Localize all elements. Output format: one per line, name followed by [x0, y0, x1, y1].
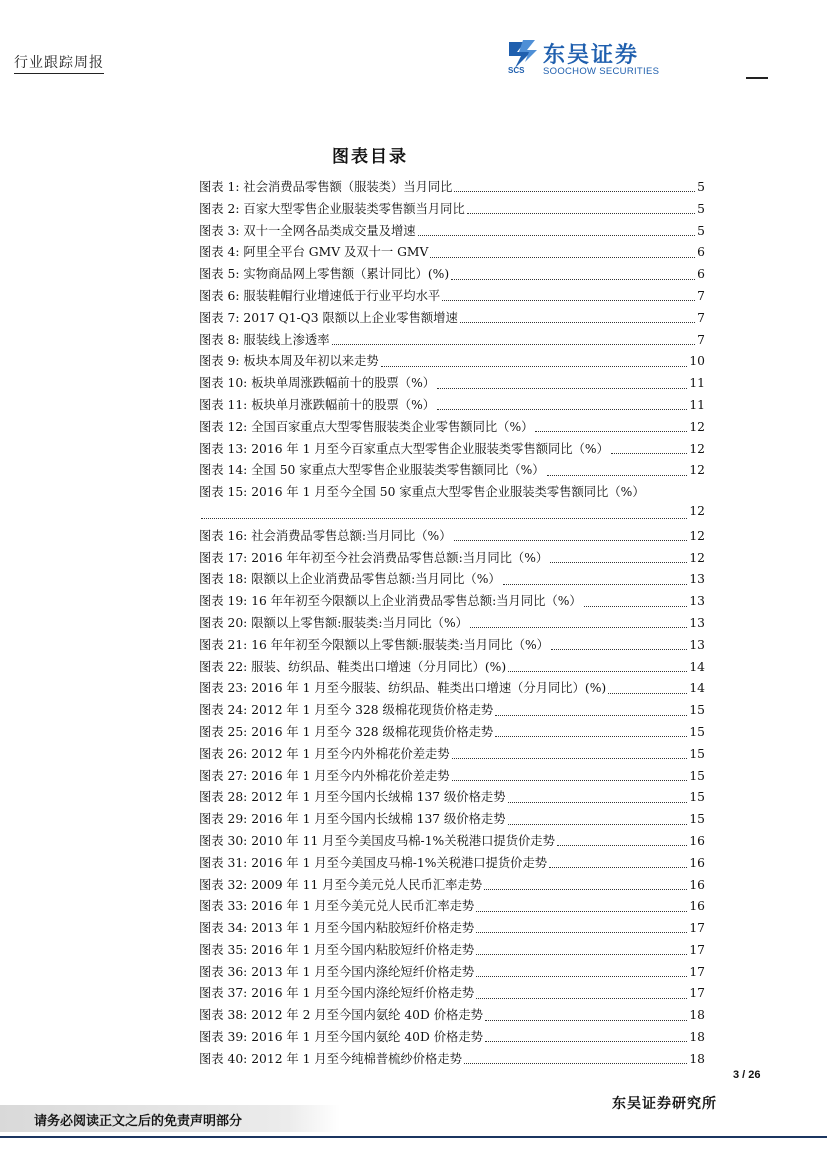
- toc-entry-title: 2017 Q1-Q3 限额以上企业零售额增速: [243, 310, 458, 325]
- footer-rule: [0, 1136, 827, 1138]
- toc-entry-page: 12: [689, 419, 705, 434]
- toc-entry-label: 图表 7:: [199, 310, 240, 325]
- toc-leader-dots: [464, 1063, 687, 1064]
- toc-entry-title: 2016 年 1 月至今内外棉花价差走势: [251, 768, 450, 783]
- toc-entry-title: 2012 年 2 月至今国内氨纶 40D 价格走势: [251, 1008, 483, 1023]
- toc-entry-label: 图表 32:: [199, 877, 248, 892]
- toc-entry[interactable]: [199, 482, 705, 526]
- toc-entry-title: 2016 年 1 月至今美国皮马棉-1%关税港口提货价走势: [251, 855, 548, 870]
- toc-leader-dots: [550, 562, 687, 563]
- toc-entry-label: 图表 14:: [199, 463, 248, 478]
- toc-entry[interactable]: [199, 853, 705, 875]
- toc-entry[interactable]: [199, 526, 705, 548]
- toc-entry-page: 12: [689, 550, 705, 565]
- toc-entry-label: 图表 18:: [199, 572, 248, 587]
- toc-entry-label: 图表 5:: [199, 267, 240, 282]
- toc-leader-dots: [611, 453, 687, 454]
- toc-entry-label: 图表 1:: [199, 180, 240, 194]
- toc-leader-dots: [467, 213, 695, 214]
- toc-leader-dots: [201, 518, 687, 519]
- toc-entry[interactable]: [199, 722, 705, 744]
- toc-leader-dots: [460, 322, 695, 323]
- toc-entry-page: 18: [689, 1030, 705, 1045]
- toc-entry-label: 图表 10:: [199, 376, 248, 391]
- toc-entry-label: 图表 9:: [199, 354, 240, 369]
- toc-entry-page: 18: [689, 1051, 705, 1066]
- toc-entry[interactable]: [199, 744, 705, 766]
- toc-entry-title: 2012 年 1 月至今内外棉花价差走势: [251, 746, 450, 761]
- toc-entry-title: 2016 年 1 月至今 328 级棉花现货价格走势: [251, 724, 494, 739]
- toc-entry-title: 限额以上企业消费品零售总额:当月同比（%）: [251, 572, 501, 587]
- toc-entry-title: 2013 年 1 月至今国内粘胶短纤价格走势: [251, 921, 475, 936]
- toc-entry[interactable]: [199, 940, 705, 962]
- toc-entry-label: 图表 25:: [199, 724, 248, 739]
- toc-entry-title: 16 年年初至今限额以上零售额:服装类:当月同比（%）: [251, 637, 549, 652]
- brand-logo: [505, 38, 705, 78]
- toc-entry[interactable]: [199, 548, 705, 570]
- toc-leader-dots: [584, 606, 688, 607]
- toc-entry-label: 图表 33:: [199, 899, 248, 914]
- toc-entry[interactable]: [199, 635, 705, 657]
- report-type: 行业跟踪周报: [14, 52, 104, 74]
- toc-entry-title: 全国百家重点大型零售服装类企业零售额同比（%）: [251, 419, 534, 434]
- toc-entry[interactable]: [199, 983, 705, 1005]
- toc-entry-title: 2012 年 1 月至今 328 级棉花现货价格走势: [251, 703, 494, 718]
- toc-entry[interactable]: [199, 700, 705, 722]
- toc-entry-title: 16 年年初至今限额以上企业消费品零售总额:当月同比（%）: [251, 594, 582, 609]
- toc-entry-page: 7: [697, 288, 705, 303]
- toc-entry-title: 2016 年 1 月至今服装、纺织品、鞋类出口增速（分月同比）(%): [251, 681, 607, 696]
- toc-entry-title: 板块单月涨跌幅前十的股票（%）: [251, 397, 436, 412]
- toc-leader-dots: [454, 540, 688, 541]
- toc-leader-dots: [452, 780, 688, 781]
- toc-entry-label: 图表 38:: [199, 1008, 248, 1023]
- toc-entry-page: 13: [689, 594, 705, 609]
- toc-leader-dots: [503, 584, 688, 585]
- toc-entry-title: 限额以上零售额:服装类:当月同比（%）: [251, 615, 468, 630]
- toc-entry-title: 2016 年 1 月至今百家重点大型零售企业服装类零售额同比（%）: [251, 441, 609, 456]
- toc-entry[interactable]: [199, 199, 705, 221]
- svg-text:SCS: SCS: [508, 66, 525, 74]
- toc-entry-title: 双十一全网各品类成交量及增速: [243, 223, 416, 238]
- toc-entry-title: 2016 年 1 月至今国内涤纶短纤价格走势: [251, 986, 475, 1001]
- toc-entry-page: 17: [689, 964, 705, 979]
- toc-entry-title: 百家大型零售企业服装类零售额当月同比: [243, 201, 465, 216]
- toc-entry-title: 2013 年 1 月至今国内涤纶短纤价格走势: [251, 964, 475, 979]
- toc-leader-dots: [470, 627, 687, 628]
- toc-entry-label: 图表 12:: [199, 419, 248, 434]
- toc-entry-page: 17: [689, 942, 705, 957]
- table-of-figures: [199, 177, 705, 1071]
- toc-entry-title: 服装、纺织品、鞋类出口增速（分月同比）(%): [251, 659, 507, 674]
- toc-entry-page: 17: [689, 986, 705, 1001]
- toc-leader-dots: [452, 758, 688, 759]
- toc-entry-label: 图表 15:: [199, 485, 248, 500]
- toc-entry[interactable]: [199, 1027, 705, 1049]
- toc-entry-page: 17: [689, 921, 705, 936]
- page-number: 3 / 26: [733, 1069, 761, 1081]
- toc-entry-label: 图表 24:: [199, 703, 248, 718]
- toc-entry-title: 2016 年 1 月至今全国 50 家重点大型零售企业服装类零售额同比（%）: [251, 485, 645, 500]
- toc-entry-label: 图表 22:: [199, 659, 248, 674]
- toc-entry-label: 图表 2:: [199, 201, 240, 216]
- toc-leader-dots: [381, 366, 688, 367]
- toc-entry-label: 图表 6:: [199, 288, 240, 303]
- toc-leader-dots: [332, 344, 696, 345]
- toc-entry-label: 图表 21:: [199, 637, 248, 652]
- toc-entry-label: 图表 34:: [199, 921, 248, 936]
- toc-entry[interactable]: [199, 242, 705, 264]
- toc-entry-page: 5: [697, 180, 705, 194]
- toc-entry-label: 图表 27:: [199, 768, 248, 783]
- toc-entry-page: 14: [689, 659, 705, 674]
- toc-entry[interactable]: [199, 591, 705, 613]
- toc-entry-title: 2012 年 1 月至今国内长绒棉 137 级价格走势: [251, 790, 506, 805]
- toc-entry-label: 图表 30:: [199, 833, 248, 848]
- toc-entry-label: 图表 39:: [199, 1030, 248, 1045]
- toc-leader-dots: [608, 693, 687, 694]
- institute-name: 东吴证券研究所: [612, 1096, 717, 1112]
- toc-entry-page: 15: [689, 746, 705, 761]
- toc-entry[interactable]: [199, 787, 705, 809]
- toc-leader-dots: [430, 257, 695, 258]
- toc-leader-dots: [437, 388, 687, 389]
- header-divider: [746, 77, 768, 79]
- toc-leader-dots: [476, 932, 687, 933]
- toc-entry[interactable]: [199, 809, 705, 831]
- toc-entry-page: 10: [689, 354, 705, 369]
- toc-entry-label: 图表 35:: [199, 942, 248, 957]
- toc-entry-title: 2012 年 1 月至今纯棉普梳纱价格走势: [251, 1051, 462, 1066]
- toc-leader-dots: [437, 409, 687, 410]
- toc-entry[interactable]: [199, 264, 705, 286]
- toc-entry-page: 13: [689, 637, 705, 652]
- toc-entry[interactable]: [199, 417, 705, 439]
- toc-entry-label: 图表 26:: [199, 746, 248, 761]
- toc-entry-title: 2016 年 1 月至今国内长绒棉 137 级价格走势: [251, 812, 506, 827]
- toc-entry-page: 15: [689, 703, 705, 718]
- toc-leader-dots: [442, 300, 695, 301]
- toc-entry-label: 图表 29:: [199, 812, 248, 827]
- disclaimer-band: [0, 1105, 340, 1132]
- toc-leader-dots: [547, 475, 688, 476]
- toc-entry-page: 13: [689, 615, 705, 630]
- toc-entry-page: 15: [689, 790, 705, 805]
- toc-entry-title: 社会消费品零售额（服装类）当月同比: [243, 180, 453, 194]
- toc-entry[interactable]: [199, 569, 705, 591]
- toc-entry[interactable]: [199, 177, 705, 199]
- toc-entry-page: 6: [697, 245, 705, 260]
- toc-entry-title: 全国 50 家重点大型零售企业服装类零售额同比（%）: [251, 463, 545, 478]
- toc-entry[interactable]: [199, 373, 705, 395]
- toc-entry-title: 2016 年 1 月至今美元兑人民币汇率走势: [251, 899, 475, 914]
- toc-entry-title: 2016 年 1 月至今国内粘胶短纤价格走势: [251, 942, 475, 957]
- toc-entry-title: 2016 年年初至今社会消费品零售总额:当月同比（%）: [251, 550, 549, 565]
- toc-entry-label: 图表 36:: [199, 964, 248, 979]
- toc-entry[interactable]: [199, 1005, 705, 1027]
- toc-leader-dots: [535, 431, 687, 432]
- toc-entry-page: 12: [689, 463, 705, 478]
- toc-entry-title: 实物商品网上零售额（累计同比）(%): [243, 267, 450, 282]
- toc-entry[interactable]: [199, 286, 705, 308]
- toc-entry-page: 15: [689, 768, 705, 783]
- toc-entry[interactable]: [199, 330, 705, 352]
- toc-entry-page: 5: [697, 223, 705, 238]
- toc-leader-dots: [495, 715, 687, 716]
- toc-entry-page: 6: [697, 267, 705, 282]
- toc-entry-page: 16: [689, 877, 705, 892]
- toc-leader-dots: [485, 1020, 687, 1021]
- toc-entry-page: 11: [689, 376, 705, 391]
- toc-entry-label: 图表 8:: [199, 332, 240, 347]
- toc-entry[interactable]: [199, 918, 705, 940]
- toc-entry-page: 18: [689, 1008, 705, 1023]
- toc-entry-label: 图表 23:: [199, 681, 248, 696]
- toc-entry-page: 16: [689, 855, 705, 870]
- toc-entry-page: 15: [689, 812, 705, 827]
- toc-entry[interactable]: [199, 875, 705, 897]
- toc-entry[interactable]: [199, 439, 705, 461]
- toc-entry-title: 板块单周涨跌幅前十的股票（%）: [251, 376, 436, 391]
- toc-entry[interactable]: [199, 766, 705, 788]
- toc-entry[interactable]: [199, 962, 705, 984]
- toc-entry-page: 5: [697, 201, 705, 216]
- toc-entry[interactable]: [199, 308, 705, 330]
- toc-entry-title: 社会消费品零售总额:当月同比（%）: [251, 528, 452, 543]
- toc-entry-page: 12: [689, 503, 705, 518]
- toc-leader-dots: [476, 976, 687, 977]
- toc-entry[interactable]: [199, 613, 705, 635]
- toc-entry-label: 图表 19:: [199, 594, 248, 609]
- toc-entry-label: 图表 37:: [199, 986, 248, 1001]
- toc-leader-dots: [451, 279, 695, 280]
- toc-entry-page: 16: [689, 833, 705, 848]
- toc-entry[interactable]: [199, 395, 705, 417]
- toc-leader-dots: [495, 736, 687, 737]
- toc-entry-page: 11: [689, 397, 705, 412]
- toc-leader-dots: [508, 671, 687, 672]
- toc-entry-title: 板块本周及年初以来走势: [243, 354, 379, 369]
- toc-entry[interactable]: [199, 351, 705, 373]
- toc-entry-page: 13: [689, 572, 705, 587]
- toc-leader-dots: [454, 191, 695, 192]
- toc-entry[interactable]: [199, 460, 705, 482]
- toc-leader-dots: [418, 235, 696, 236]
- toc-entry[interactable]: [199, 678, 705, 700]
- toc-leader-dots: [508, 824, 688, 825]
- toc-entry-page: 14: [689, 681, 705, 696]
- toc-entry-label: 图表 11:: [199, 397, 248, 412]
- logo-chinese-name: 东吴证券: [543, 43, 640, 68]
- toc-entry-label: 图表 13:: [199, 441, 248, 456]
- toc-entry-page: 12: [689, 528, 705, 543]
- toc-entry[interactable]: [199, 657, 705, 679]
- toc-entry[interactable]: [199, 221, 705, 243]
- toc-entry-title: 服装线上渗透率: [243, 332, 330, 347]
- toc-entry-label: 图表 17:: [199, 550, 248, 565]
- toc-entry-page: 15: [689, 724, 705, 739]
- logo-english-name: SOOCHOW SECURITIES: [543, 66, 660, 77]
- toc-entry-title: 服装鞋帽行业增速低于行业平均水平: [243, 288, 441, 303]
- toc-entry-page: 12: [689, 441, 705, 456]
- toc-leader-dots: [551, 649, 687, 650]
- toc-entry[interactable]: [199, 831, 705, 853]
- toc-leader-dots: [508, 802, 688, 803]
- toc-leader-dots: [476, 911, 687, 912]
- toc-entry-title: 阿里全平台 GMV 及双十一 GMV: [243, 245, 429, 260]
- toc-entry-title: 2010 年 11 月至今美国皮马棉-1%关税港口提货价走势: [251, 833, 555, 848]
- toc-entry[interactable]: [199, 896, 705, 918]
- toc-entry-label: 图表 4:: [199, 245, 240, 260]
- toc-entry-page: 7: [697, 310, 705, 325]
- toc-leader-dots: [485, 1041, 687, 1042]
- toc-entry-label: 图表 40:: [199, 1051, 248, 1066]
- toc-leader-dots: [484, 889, 687, 890]
- soochow-logo-icon: [505, 38, 539, 74]
- toc-entry-title: 2016 年 1 月至今国内氨纶 40D 价格走势: [251, 1030, 483, 1045]
- toc-entry-label: 图表 3:: [199, 223, 240, 238]
- toc-leader-dots: [549, 867, 687, 868]
- toc-entry-label: 图表 28:: [199, 790, 248, 805]
- toc-leader-dots: [557, 845, 687, 846]
- toc-entry[interactable]: [199, 1049, 705, 1071]
- toc-entry-label: 图表 16:: [199, 528, 248, 543]
- toc-entry-title: 2009 年 11 月至今美元兑人民币汇率走势: [251, 877, 483, 892]
- toc-entry-label: 图表 20:: [199, 615, 248, 630]
- toc-entry-page: 7: [697, 332, 705, 347]
- toc-title: 图表目录: [332, 147, 408, 167]
- toc-entry-label: 图表 31:: [199, 855, 248, 870]
- toc-leader-dots: [476, 954, 687, 955]
- disclaimer-text: 请务必阅读正文之后的免责声明部分: [34, 1114, 243, 1129]
- toc-leader-dots: [476, 998, 687, 999]
- toc-entry-page: 16: [689, 899, 705, 914]
